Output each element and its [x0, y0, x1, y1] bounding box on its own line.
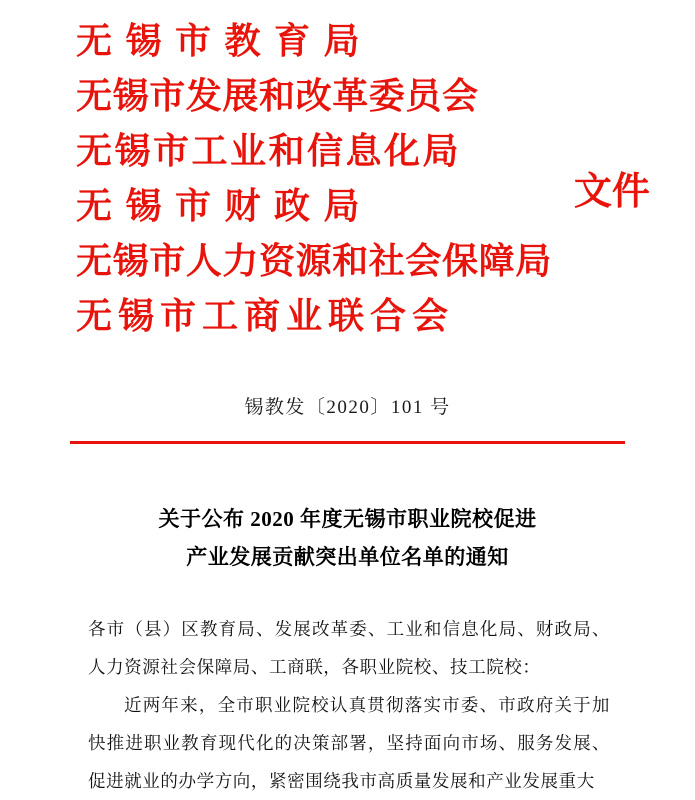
issuer-line-5: 无锡市人力资源和社会保障局 [76, 241, 552, 281]
masthead [0, 0, 695, 344]
issuer-line-4: 无锡市财政局 [76, 186, 374, 226]
document-title [98, 500, 598, 576]
document-title-line-2: 产业发展贡献突出单位名单的通知 [186, 544, 509, 569]
document-body [88, 610, 610, 800]
issuer-line-3: 无锡市工业和信息化局 [76, 131, 462, 171]
body-paragraph-1: 近两年来，全市职业院校认真贯彻落实市委、市政府关于加快推进职业教育现代化的决策部署，坚持面向市场、服务发展、促进就业的办学方向，紧密围绕我市高质量发展和产业发展重大 [88, 694, 610, 791]
issuing-agencies [76, 14, 552, 344]
red-separator-rule [70, 441, 625, 444]
masthead-inner [0, 14, 695, 344]
document-title-line-1: 关于公布 2020 年度无锡市职业院校促进 [158, 506, 537, 531]
body-paragraph-salutation: 各市（县）区教育局、发展改革委、工业和信息化局、财政局、人力资源社会保障局、工商联，各职业院校、技工院校： [88, 618, 610, 677]
issuer-line-1: 无锡市教育局 [76, 21, 374, 61]
document-number: 锡教发〔2020〕101 号 [244, 397, 451, 418]
issuer-line-2: 无锡市发展和改革委员会 [76, 76, 479, 116]
issuer-line-6: 无锡市工商业联合会 [76, 296, 455, 336]
document-word-label: 文件 [573, 171, 650, 213]
